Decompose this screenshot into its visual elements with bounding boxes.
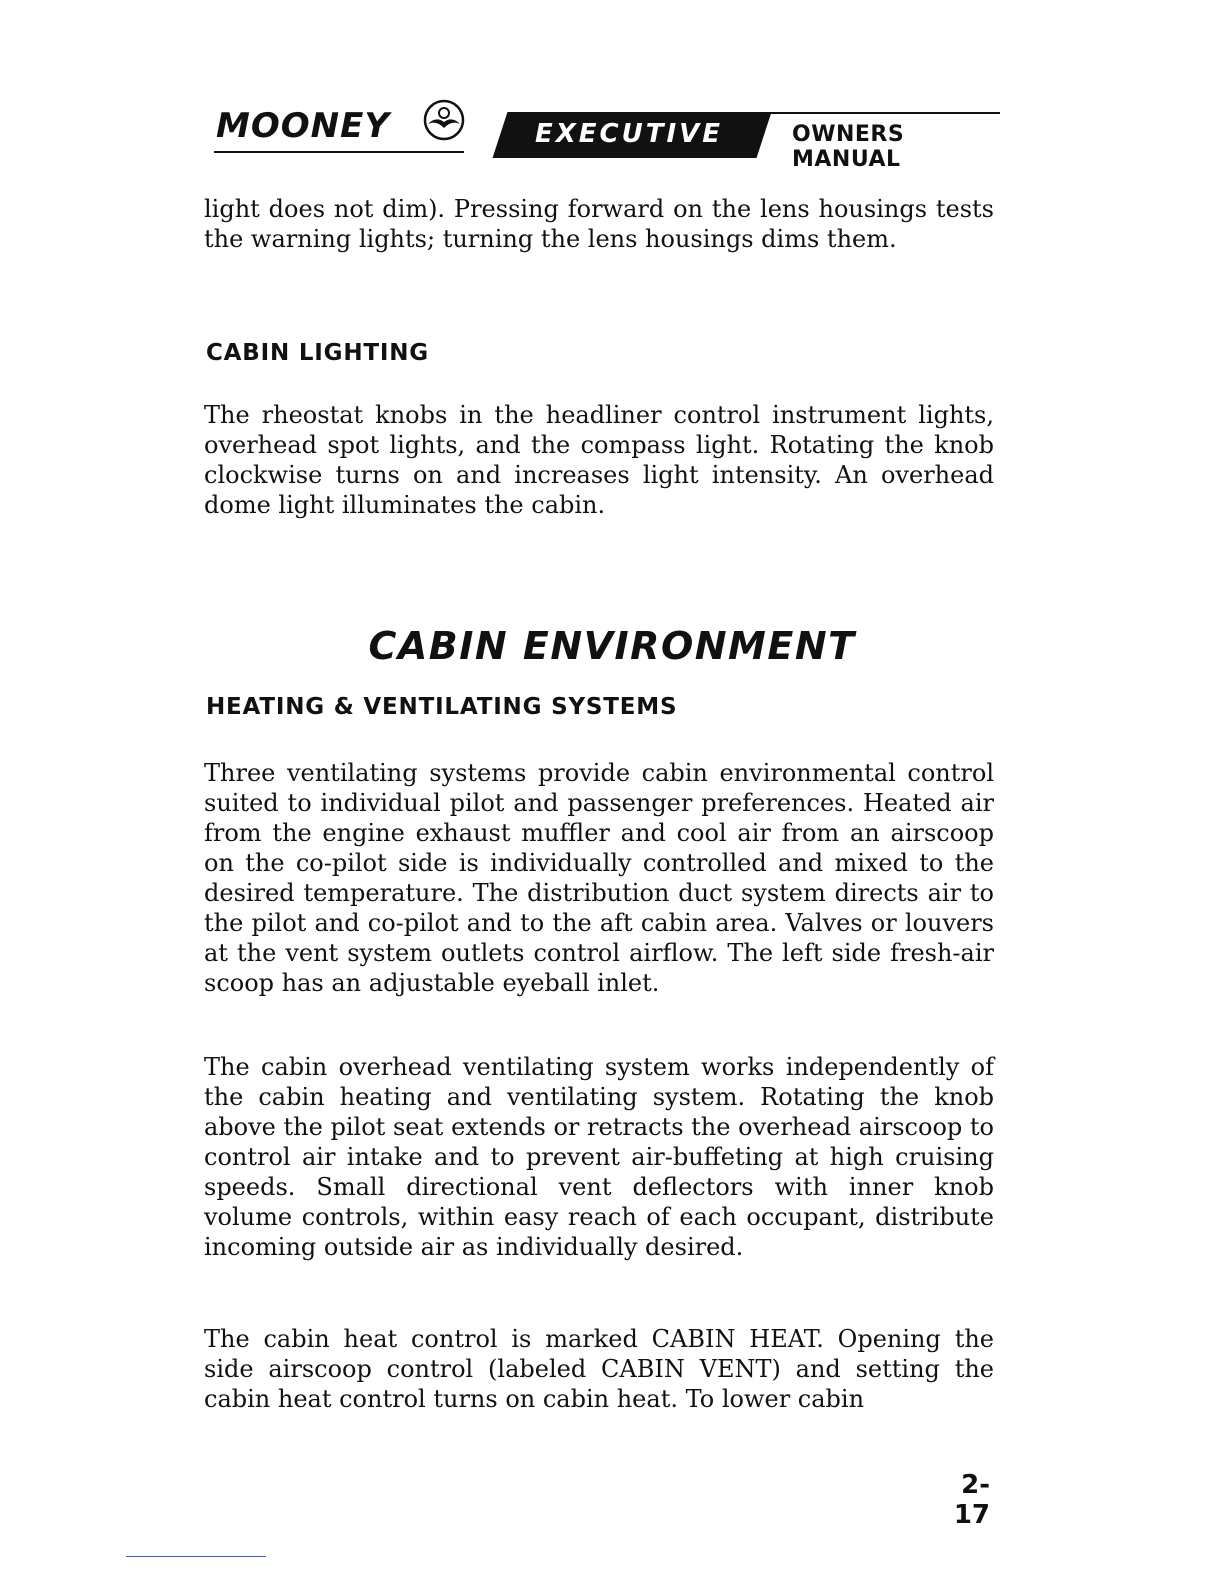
- model-name: EXECUTIVE 21: [534, 119, 724, 189]
- heating-heading: HEATING & VENTILATING SYSTEMS: [206, 694, 678, 720]
- header-top-rule: [754, 112, 1000, 114]
- manual-title: OWNERS MANUAL: [792, 122, 905, 172]
- brand-logo-text: MOONEY: [216, 106, 390, 146]
- heating-paragraph-2: The cabin overhead ventilating system works independently of the cabin heating and ventilating system. Rotating the knob above the pilot seat extends or retracts the overhead airscoop to control air intake and to prevent air-buffeting at high cruising speeds. Small directional vent deflectors with inner knob volume controls, within easy reach of each occupant, distribute incoming outside air as individually desired.: [204, 1053, 994, 1261]
- cabin-lighting-paragraph: The rheostat knobs in the headliner control instrument lights, overhead spot lights, and the compass light. Rotating the knob clockwise turns on and increases light intensity. An overhead dome light illuminates the cabin.: [204, 401, 994, 519]
- intro-paragraph: light does not dim). Pressing forward on the lens housings tests the warning lights; turning the lens housings dims them.: [204, 195, 994, 253]
- page-header: [214, 92, 1004, 189]
- cabin-lighting-heading: CABIN LIGHTING: [206, 340, 429, 366]
- section-title: CABIN ENVIRONMENT: [368, 624, 856, 668]
- heating-paragraph-3: The cabin heat control is marked CABIN HEAT. Opening the side airscoop control (labeled CABIN VENT) and setting the cabin heat control turns on cabin heat. To lower cabin: [204, 1325, 994, 1413]
- page-number: 2-17: [953, 1470, 990, 1530]
- heating-paragraph-1: Three ventilating systems provide cabin environmental control suited to individual pilot and passenger preferences. Heated air from the engine exhaust muffler and cool air from an airscoop on the co-pilot side is individually controlled and mixed to the desired temperature. The distribution duct system directs air to the pilot and co-pilot and to the aft cabin area. Valves or louvers at the vent system outlets control airflow. The left side fresh-air scoop has an adjustable eyeball inlet.: [204, 759, 994, 997]
- footer-rule: [126, 1556, 266, 1557]
- brand-underline: [214, 151, 464, 153]
- mooney-emblem-icon: [422, 98, 466, 142]
